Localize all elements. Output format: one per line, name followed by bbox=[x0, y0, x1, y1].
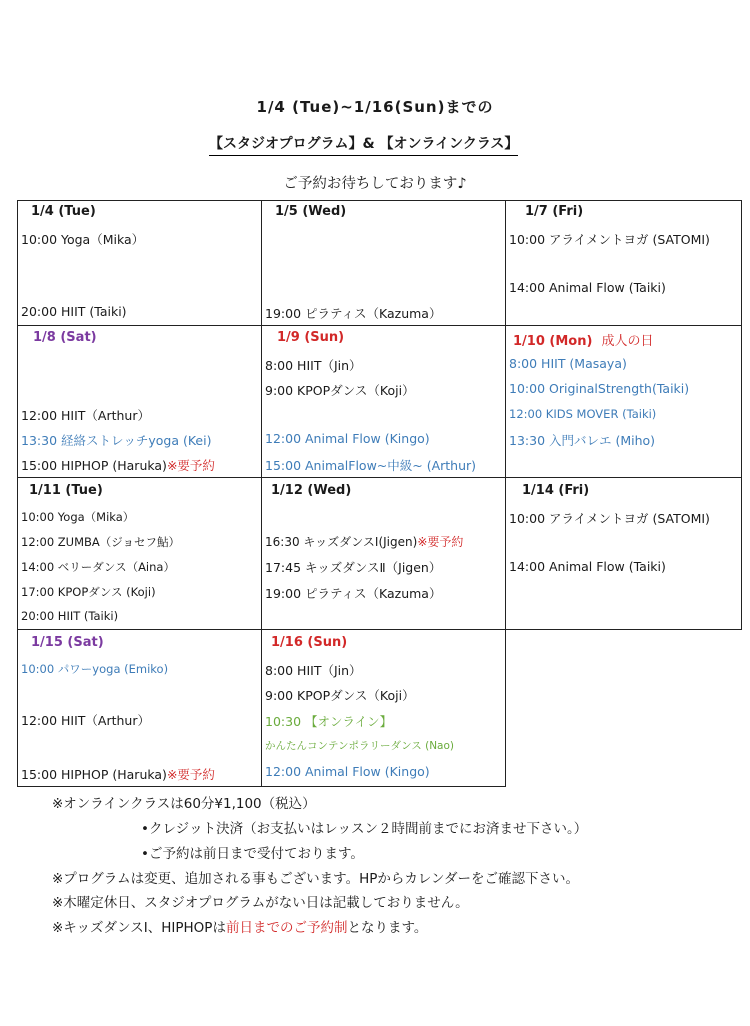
class-name: 16:30 キッズダンスⅠ(Jigen) bbox=[265, 535, 418, 549]
note-highlight: 前日までのご予約制 bbox=[225, 920, 348, 936]
day-cell-1-5 bbox=[261, 200, 506, 326]
class-entry: 13:30 経絡ストレッチyoga (Kei) bbox=[21, 433, 212, 448]
class-entry: 19:00 ピラティス（Kazuma） bbox=[265, 306, 442, 321]
greeting-text: ご予約お待ちしております♪ bbox=[283, 176, 467, 192]
day-date: 1/7 (Fri) bbox=[525, 204, 584, 219]
class-entry: 10:30 【オンライン】 bbox=[265, 714, 393, 729]
class-entry: 20:00 HIIT (Taiki) bbox=[21, 304, 127, 319]
day-date: 1/9 (Sun) bbox=[277, 330, 345, 345]
note-part: となります。 bbox=[347, 920, 428, 936]
day-date bbox=[513, 330, 654, 349]
class-entry: 10:00 OriginalStrength(Taiki) bbox=[509, 381, 690, 396]
class-entry: 12:00 HIIT（Arthur） bbox=[21, 408, 150, 423]
day-date: 1/5 (Wed) bbox=[275, 204, 347, 219]
class-entry: 10:00 アライメントヨガ (SATOMI) bbox=[509, 511, 710, 526]
note-credit-payment: •クレジット決済（お支払いはレッスン２時間前までにお済ませ下さい。） bbox=[141, 821, 588, 837]
class-entry bbox=[265, 533, 463, 550]
day-cell-1-11 bbox=[17, 477, 262, 630]
reservation-note: ※要予約 bbox=[166, 767, 215, 782]
class-entry: かんたんコンテンポラリーダンス (Nao) bbox=[265, 740, 455, 752]
class-entry: 10:00 Yoga（Mika） bbox=[21, 232, 145, 247]
class-entry: 12:00 KIDS MOVER (Taiki) bbox=[509, 407, 657, 421]
reservation-note: ※要予約 bbox=[417, 535, 464, 549]
class-entry bbox=[21, 765, 215, 783]
class-entry: 13:30 入門バレエ (Miho) bbox=[509, 433, 656, 448]
day-date: 1/12 (Wed) bbox=[271, 483, 352, 498]
day-cell-1-10 bbox=[505, 325, 742, 478]
class-entry: 12:00 ZUMBA（ジョセフ鮎） bbox=[21, 535, 181, 549]
class-entry: 20:00 HIIT (Taiki) bbox=[21, 609, 119, 623]
note-closed-day: ※木曜定休日、スタジオプログラムがない日は記載しておりません。 bbox=[52, 895, 469, 911]
day-cell-1-7 bbox=[505, 200, 742, 326]
day-date: 1/8 (Sat) bbox=[33, 330, 97, 345]
class-entry: 15:00 AnimalFlow~中級~ (Arthur) bbox=[265, 458, 477, 473]
class-name: 15:00 HIPHOP (Haruka) bbox=[21, 458, 167, 473]
class-name: 15:00 HIPHOP (Haruka) bbox=[21, 767, 167, 782]
note-program-change: ※プログラムは変更、追加される事もございます。HPからカレンダーをご確認下さい。 bbox=[52, 871, 580, 887]
note-online-price: ※オンラインクラスは60分¥1,100（税込） bbox=[52, 796, 316, 812]
day-cell-1-12 bbox=[261, 477, 506, 630]
day-cell-1-8 bbox=[17, 325, 262, 478]
class-entry: 8:00 HIIT (Masaya) bbox=[509, 356, 627, 371]
note-reservation-deadline: •ご予約は前日まで受付ております。 bbox=[141, 846, 364, 862]
class-entry: 9:00 KPOPダンス（Koji） bbox=[265, 688, 415, 703]
class-entry: 9:00 KPOPダンス（Koji） bbox=[265, 383, 415, 398]
class-entry bbox=[21, 456, 215, 474]
class-entry: 14:00 Animal Flow (Taiki) bbox=[509, 559, 666, 574]
day-cell-1-14 bbox=[505, 477, 742, 630]
class-entry: 8:00 HIIT（Jin） bbox=[265, 358, 362, 373]
class-entry: 12:00 Animal Flow (Kingo) bbox=[265, 764, 430, 779]
day-date: 1/16 (Sun) bbox=[271, 635, 348, 650]
reservation-note: ※要予約 bbox=[166, 458, 215, 473]
class-entry: 10:00 パワーyoga (Emiko) bbox=[21, 662, 169, 676]
class-entry: 14:00 ベリーダンス（Aina） bbox=[21, 560, 175, 574]
page-subtitle: 【スタジオプログラム】& 【オンラインクラス】 bbox=[209, 133, 518, 156]
day-date: 1/11 (Tue) bbox=[29, 483, 103, 498]
schedule-grid bbox=[17, 200, 742, 787]
class-entry: 12:00 HIIT（Arthur） bbox=[21, 713, 150, 728]
class-entry: 17:45 キッズダンスⅡ（Jigen） bbox=[265, 560, 442, 575]
page-title: 1/4 (Tue)~1/16(Sun)までの bbox=[256, 98, 494, 116]
class-entry: 14:00 Animal Flow (Taiki) bbox=[509, 280, 666, 295]
note-reservation-required bbox=[52, 916, 427, 936]
date-label: 1/10 (Mon) bbox=[513, 334, 593, 349]
day-cell-1-9 bbox=[261, 325, 506, 478]
class-entry: 17:00 KPOPダンス (Koji) bbox=[21, 585, 156, 599]
day-date: 1/4 (Tue) bbox=[31, 204, 96, 219]
day-cell-1-4 bbox=[17, 200, 262, 326]
class-entry: 12:00 Animal Flow (Kingo) bbox=[265, 431, 430, 446]
day-date: 1/14 (Fri) bbox=[522, 483, 590, 498]
class-entry: 8:00 HIIT（Jin） bbox=[265, 663, 362, 678]
day-cell-1-15 bbox=[17, 629, 262, 787]
class-entry: 10:00 Yoga（Mika） bbox=[21, 510, 135, 524]
day-cell-1-16 bbox=[261, 629, 506, 787]
holiday-label: 成人の日 bbox=[601, 334, 654, 349]
class-entry: 19:00 ピラティス（Kazuma） bbox=[265, 586, 442, 601]
class-entry: 10:00 アライメントヨガ (SATOMI) bbox=[509, 232, 710, 247]
day-date: 1/15 (Sat) bbox=[31, 635, 104, 650]
note-part: ※キッズダンスⅠ、HIPHOPは bbox=[52, 920, 226, 936]
